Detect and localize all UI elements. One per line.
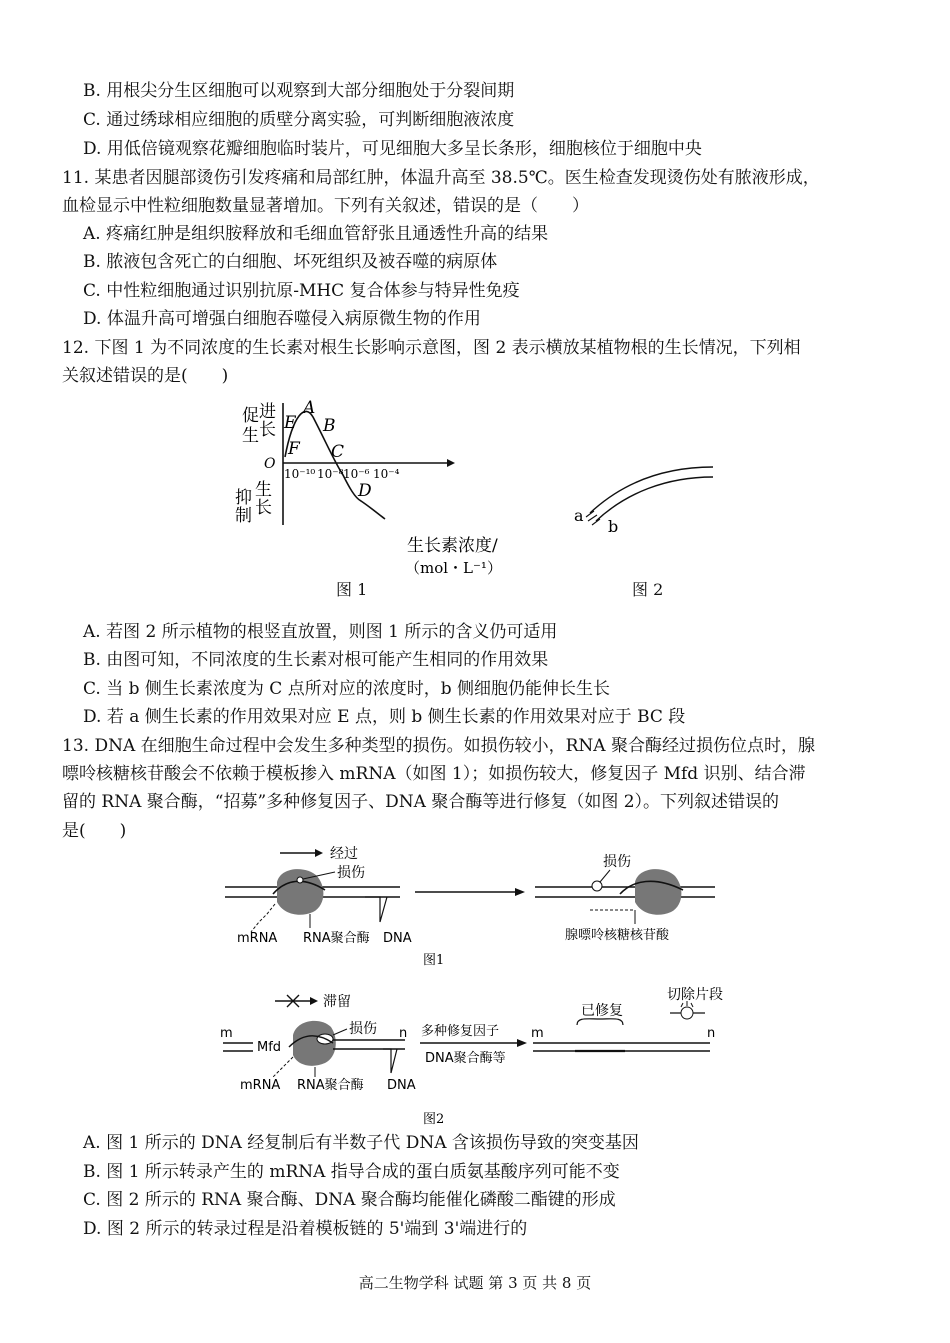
q11-option-a: A. 疼痛红肿是组织胺释放和毛细血管舒张且通透性升高的结果 <box>83 224 549 244</box>
fig-a-damage-label: 损伤 <box>337 865 365 881</box>
mrna-strand-fig2 <box>273 1057 293 1077</box>
fig-b-m-label: m <box>220 1026 233 1041</box>
q11-option-c: C. 中性粒细胞通过识别抗原-MHC 复合体参与特异性免疫 <box>83 281 520 301</box>
fig2-label-b: b <box>608 517 619 536</box>
fig1-ylabel-top-4: 长 <box>259 420 276 440</box>
fig1-x-arrow <box>447 459 455 467</box>
damage-site-marker-right <box>592 881 602 891</box>
process-arrow-head <box>515 888 525 896</box>
fig-a-damage-label-right: 损伤 <box>603 854 631 870</box>
fig1-point-d: D <box>358 481 372 501</box>
fig-b-rnap-label: RNA聚合酶 <box>297 1078 364 1093</box>
q13-stem-line1: 13. DNA 在细胞生命过程中会发生多种类型的损伤。如损伤较小，RNA 聚合酶经过损伤位点时，腺 <box>62 736 815 756</box>
fig-a-dna-label: DNA <box>383 931 412 946</box>
fig1-xlabel-1: 生长素浓度/ <box>407 536 498 556</box>
fig1-tick-3: 10⁻⁶ <box>343 467 370 481</box>
fig-a-rnap-label: RNA聚合酶 <box>303 931 370 946</box>
q10-option-d: D. 用低倍镜观察花瓣细胞临时装片，可见细胞大多呈长条形，细胞核位于细胞中央 <box>83 139 702 159</box>
q11-stem-line2: 血检显示中性粒细胞数量显著增加。下列有关叙述，错误的是（ ） <box>62 196 589 216</box>
fig-b-excised-label: 切除片段 <box>667 987 723 1003</box>
q13-stem-line3: 留的 RNA 聚合酶，“招募”多种修复因子、DNA 聚合酶等进行修复（如图 2）。下列叙述错误的 <box>62 792 780 812</box>
q12-figure2 <box>570 455 720 540</box>
repair-arrow-head <box>517 1039 527 1047</box>
fig2-label-a: a <box>574 506 584 525</box>
q10-option-c: C. 通过绣球相应细胞的质壁分离实验，可判断细胞液浓度 <box>83 110 515 130</box>
damage-pointer-fig2 <box>333 1029 347 1035</box>
damage-site-marker <box>297 877 303 883</box>
fig1-point-a: A <box>303 398 316 418</box>
fig-b-repaired-label: 已修复 <box>581 1003 623 1019</box>
page-footer: 高二生物学科 试题 第 3 页 共 8 页 <box>358 1274 592 1292</box>
q12-stem-line2: 关叙述错误的是( ) <box>62 366 229 386</box>
q11-stem-line1: 11. 某患者因腿部烫伤引发疼痛和局部红肿，体温升高至 38.5℃。医生检查发现烫伤处有脓液形成， <box>62 168 820 188</box>
fig2-root-lower <box>596 477 713 521</box>
pass-arrow-head <box>315 849 323 857</box>
fig1-point-c: C <box>331 442 345 462</box>
damage-pointer-right <box>600 870 610 882</box>
fig2-caption: 图 2 <box>632 580 664 599</box>
fig-b-dnapol-label: DNA聚合酶等 <box>425 1051 506 1066</box>
fig-a-pass-label: 经过 <box>330 846 358 862</box>
q10-option-b: B. 用根尖分生区细胞可以观察到大部分细胞处于分裂间期 <box>83 81 515 101</box>
fig1-point-b: B <box>323 416 336 436</box>
fig1-tick-4: 10⁻⁴ <box>373 467 400 481</box>
fig2-root-upper <box>590 467 713 513</box>
fig1-point-f: F <box>288 439 300 459</box>
fig-b-n-label: n <box>399 1026 408 1041</box>
fig1-ylabel-bottom-4: 长 <box>255 498 272 518</box>
q12-option-a: A. 若图 2 所示植物的根竖直放置，则图 1 所示的含义仍可适用 <box>83 622 558 642</box>
q13-option-d: D. 图 2 所示的转录过程是沿着模板链的 5'端到 3'端进行的 <box>83 1219 528 1239</box>
q13-fig2-caption: 图2 <box>423 1112 445 1127</box>
fig2-root-tip <box>586 511 600 525</box>
fig-b-n2-label: n <box>707 1026 716 1041</box>
fig1-xlabel-2: （mol・L⁻¹） <box>405 559 502 577</box>
q13-fig1-caption: 图1 <box>423 953 445 968</box>
fig1-tick-2: 10⁻⁸ <box>317 467 344 481</box>
dna-pointer-fig2 <box>383 1049 397 1073</box>
fig1-ylabel-top-3: 生 <box>242 426 259 446</box>
q13-option-c: C. 图 2 所示的 RNA 聚合酶、DNA 聚合酶均能催化磷酸二酯键的形成 <box>83 1190 616 1210</box>
fig1-ylabel-top-2: 进 <box>259 402 276 422</box>
q12-option-b: B. 由图可知，不同浓度的生长素对根可能产生相同的作用效果 <box>83 650 549 670</box>
fig-a-amp-label: 腺嘌呤核糖核苷酸 <box>565 928 670 943</box>
fig-b-stall-label: 滞留 <box>323 994 351 1010</box>
q11-option-b: B. 脓液包含死亡的白细胞、坏死组织及被吞噬的病原体 <box>83 252 498 272</box>
q12-option-c: C. 当 b 侧生长素浓度为 C 点所对应的浓度时，b 侧细胞仍能伸长生长 <box>83 679 610 699</box>
dna-pointer <box>365 897 387 922</box>
fig-b-m2-label: m <box>531 1026 544 1041</box>
q13-stem-line2: 嘌呤核糖核苷酸会不依赖于模板掺入 mRNA（如图 1）；如损伤较大，修复因子 Mfd 识别、结合滞 <box>62 764 806 784</box>
fig1-ylabel-bottom-3: 制 <box>235 506 252 526</box>
q12-figure1 <box>225 395 502 600</box>
fig1-point-e: E <box>284 413 297 433</box>
q13-option-b: B. 图 1 所示转录产生的 mRNA 指导合成的蛋白质氨基酸序列可能不变 <box>83 1162 620 1182</box>
fig-a-mrna-label: mRNA <box>237 931 278 946</box>
q13-figure2 <box>215 985 735 1130</box>
fig1-ylabel-bottom-1: 抑 <box>235 488 252 508</box>
fig1-origin-label: O <box>264 456 276 472</box>
excised-fragment-icon <box>681 1007 693 1019</box>
fig-b-damage-label: 损伤 <box>349 1021 377 1037</box>
stall-arrow-head <box>310 997 318 1005</box>
fig1-caption: 图 1 <box>336 580 368 599</box>
fig1-ylabel-top-1: 促 <box>242 406 259 426</box>
q13-figure1 <box>215 842 730 972</box>
q13-option-a: A. 图 1 所示的 DNA 经复制后有半数子代 DNA 含该损伤导致的突变基因 <box>83 1133 639 1153</box>
q13-stem-line4: 是( ) <box>62 821 127 841</box>
fig-b-dna-label: DNA <box>387 1078 416 1093</box>
fig1-ylabel-bottom-2: 生 <box>255 480 272 500</box>
fig1-tick-1: 10⁻¹⁰ <box>284 467 316 481</box>
fig-b-factors-label: 多种修复因子 <box>421 1024 500 1039</box>
q11-option-d: D. 体温升高可增强白细胞吞噬侵入病原微生物的作用 <box>83 309 481 329</box>
fig-b-mrna-label: mRNA <box>240 1078 281 1093</box>
q12-stem-line1: 12. 下图 1 为不同浓度的生长素对根生长影响示意图，图 2 表示横放某植物根的生长情况，下列相 <box>62 338 801 358</box>
fig-b-mfd-label: Mfd <box>257 1040 282 1055</box>
mrna-strand <box>251 904 275 932</box>
q12-option-d: D. 若 a 侧生长素的作用效果对应 E 点，则 b 侧生长素的作用效果对应于 BC 段 <box>83 707 686 727</box>
repaired-brace <box>577 1019 623 1025</box>
rna-polymerase-shape-right <box>635 869 681 915</box>
